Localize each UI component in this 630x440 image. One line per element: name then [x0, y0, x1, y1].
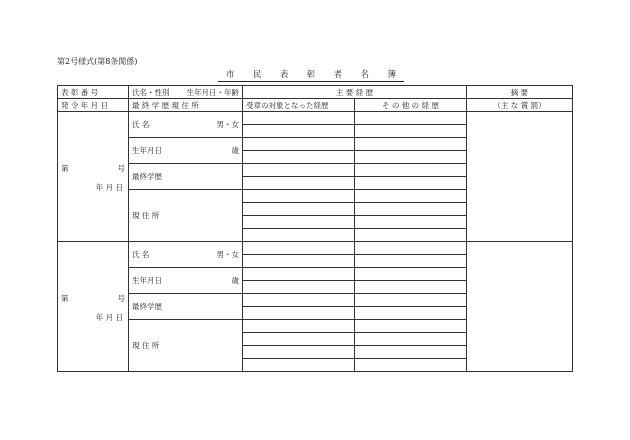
award-career-field[interactable]	[243, 294, 355, 307]
award-career-field[interactable]	[243, 138, 355, 151]
other-career-field[interactable]	[355, 151, 467, 164]
award-career-field[interactable]	[243, 242, 355, 255]
header-other-career: そ の 他 の 経 歴	[355, 99, 467, 112]
title-char: 名	[360, 70, 370, 80]
address-label: 現 住 所	[132, 341, 160, 350]
other-career-field[interactable]	[355, 164, 467, 177]
other-career-field[interactable]	[355, 307, 467, 320]
other-career-field[interactable]	[355, 294, 467, 307]
sex-label: 男・女	[216, 250, 239, 259]
other-career-field[interactable]	[355, 229, 467, 242]
birth-label: 生年月日	[132, 146, 162, 155]
award-career-field[interactable]	[243, 320, 355, 333]
birth-age-cell[interactable]	[129, 138, 243, 164]
title-char: 者	[333, 70, 343, 80]
address-cell[interactable]	[129, 320, 243, 372]
register-table	[57, 85, 573, 372]
sex-label: 男・女	[216, 120, 239, 129]
header-issue-date: 発 令 年 月 日	[58, 99, 129, 112]
header-name-sex-birth: 氏名・性別 生年月日・年齢	[129, 86, 243, 99]
award-career-field[interactable]	[243, 229, 355, 242]
header-main-career: 主 要 経 歴	[243, 86, 467, 99]
other-career-field[interactable]	[355, 346, 467, 359]
header-awards-penalties: （主 な 賞 罰）	[467, 99, 573, 112]
title-char: 表	[279, 70, 289, 80]
other-career-field[interactable]	[355, 190, 467, 203]
title-char: 市	[226, 70, 235, 80]
birth-age-cell[interactable]	[129, 268, 243, 294]
name-label: 氏 名	[132, 250, 150, 259]
other-career-field[interactable]	[355, 281, 467, 294]
award-career-field[interactable]	[243, 216, 355, 229]
award-number-cell[interactable]: 第 号 年 月 日	[58, 242, 129, 372]
name-label: 氏 名	[132, 120, 150, 129]
header-award-number: 表 彰 番 号	[58, 86, 129, 99]
other-career-field[interactable]	[355, 333, 467, 346]
title-char: 民	[252, 70, 262, 80]
award-career-field[interactable]	[243, 281, 355, 294]
other-career-field[interactable]	[355, 242, 467, 255]
education-label: 最終学歴	[132, 302, 162, 311]
award-career-field[interactable]	[243, 359, 355, 372]
education-cell[interactable]	[129, 164, 243, 190]
award-career-field[interactable]	[243, 164, 355, 177]
remarks-cell[interactable]	[467, 112, 573, 242]
page-title	[218, 69, 404, 82]
title-char: 彰	[306, 70, 316, 80]
award-career-field[interactable]	[243, 112, 355, 125]
remarks-cell[interactable]	[467, 242, 573, 372]
award-career-field[interactable]	[243, 125, 355, 138]
age-label: 歳	[231, 146, 239, 155]
other-career-field[interactable]	[355, 268, 467, 281]
form-number-label: 第2号様式(第8条関係)	[57, 57, 138, 66]
title-char: 簿	[387, 70, 396, 80]
award-career-field[interactable]	[243, 203, 355, 216]
other-career-field[interactable]	[355, 138, 467, 151]
award-career-field[interactable]	[243, 268, 355, 281]
other-career-field[interactable]	[355, 203, 467, 216]
name-sex-cell[interactable]	[129, 242, 243, 268]
other-career-field[interactable]	[355, 255, 467, 268]
header-row	[58, 86, 573, 99]
age-label: 歳	[231, 276, 239, 285]
header-education-address: 最 終 学 歴 現 住 所	[129, 99, 243, 112]
other-career-field[interactable]	[355, 320, 467, 333]
address-label: 現 住 所	[132, 211, 160, 220]
other-career-field[interactable]	[355, 359, 467, 372]
other-career-field[interactable]	[355, 177, 467, 190]
header-row	[58, 99, 573, 112]
table-row	[58, 242, 573, 255]
header-remarks: 摘 要	[467, 86, 573, 99]
award-career-field[interactable]	[243, 151, 355, 164]
other-career-field[interactable]	[355, 216, 467, 229]
other-career-field[interactable]	[355, 125, 467, 138]
award-career-field[interactable]	[243, 177, 355, 190]
name-sex-cell[interactable]	[129, 112, 243, 138]
education-label: 最終学歴	[132, 172, 162, 181]
education-cell[interactable]	[129, 294, 243, 320]
birth-label: 生年月日	[132, 276, 162, 285]
award-career-field[interactable]	[243, 333, 355, 346]
award-career-field[interactable]	[243, 190, 355, 203]
award-career-field[interactable]	[243, 255, 355, 268]
table-row	[58, 112, 573, 125]
header-award-career: 受章の対象となった経歴	[243, 99, 355, 112]
award-career-field[interactable]	[243, 346, 355, 359]
award-career-field[interactable]	[243, 307, 355, 320]
address-cell[interactable]	[129, 190, 243, 242]
award-number-cell[interactable]: 第 号 年 月 日	[58, 112, 129, 242]
other-career-field[interactable]	[355, 112, 467, 125]
